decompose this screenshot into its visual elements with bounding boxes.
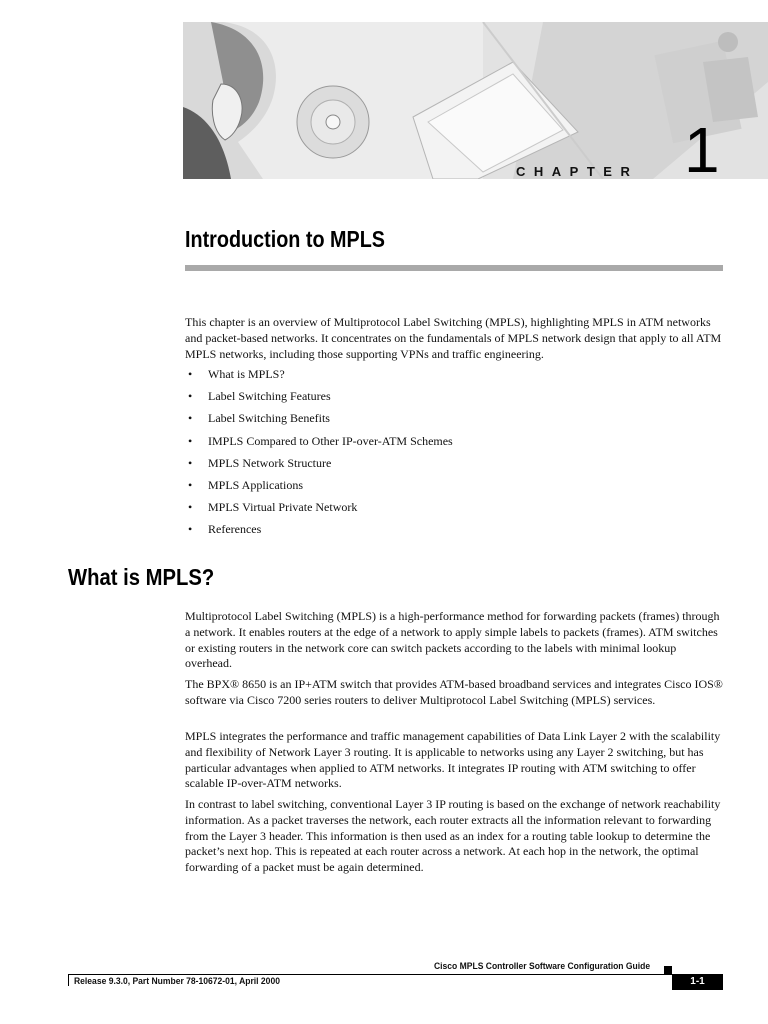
- footer-release-info: Release 9.3.0, Part Number 78-10672-01, April 2000: [74, 976, 280, 987]
- bullet-icon: •: [188, 500, 193, 515]
- body-paragraph: The BPX® 8650 is an IP+ATM switch that provides ATM-based broadband services and integrates Cisco IOS® software via Cisco 7200 series routers to deliver Multiprotocol Label Switching (MPLS) services.: [185, 677, 723, 707]
- list-item-label: IMPLS Compared to Other IP-over-ATM Schemes: [208, 433, 453, 448]
- list-item[interactable]: [185, 477, 453, 499]
- body-paragraph: MPLS integrates the performance and traffic management capabilities of Data Link Layer 2 with the scalability and flexibility of Network Layer 3 routing. It is applicable to networks using any Layer 2 switching, but has particular advantages when applied to ATM networks. It integrates IP routing with ATM switching to offer scalable IP-over-ATM networks.: [185, 729, 721, 791]
- bullet-icon: •: [188, 477, 193, 492]
- chapter-title: Introduction to MPLS: [185, 226, 385, 252]
- footer-rule: [68, 974, 723, 975]
- list-item[interactable]: [185, 521, 453, 543]
- footer-tick: [68, 974, 69, 986]
- bullet-icon: •: [188, 433, 193, 448]
- list-item[interactable]: [185, 433, 453, 455]
- list-item-label: Label Switching Features: [208, 389, 331, 404]
- list-item-label: What is MPLS?: [208, 367, 285, 381]
- bullet-icon: •: [188, 389, 193, 404]
- chapter-banner-image: [183, 22, 768, 179]
- bullet-icon: •: [188, 455, 193, 470]
- page-number: 1-1: [672, 974, 723, 990]
- intro-paragraph: This chapter is an overview of Multiprotocol Label Switching (MPLS), highlighting MPLS in ATM networks and packet-based networks. It concentrates on the fundamentals of MPLS network design that apply to all ATM MPLS networks, including those supporting VPNs and traffic engineering.: [185, 315, 722, 361]
- list-item[interactable]: [185, 388, 453, 410]
- chapter-number: 1: [684, 114, 720, 186]
- footer-guide-title: Cisco MPLS Controller Software Configuration Guide: [434, 961, 651, 972]
- list-item-label: MPLS Network Structure: [208, 455, 332, 470]
- chapter-contents-list: [185, 366, 453, 544]
- list-item-label: MPLS Virtual Private Network: [208, 500, 358, 515]
- section-title: What is MPLS?: [68, 564, 215, 590]
- list-item[interactable]: [185, 455, 453, 477]
- woman-cd-collage-illustration-icon: [183, 22, 768, 179]
- body-paragraph: Multiprotocol Label Switching (MPLS) is a high-performance method for forwarding packets (frames) through a network. It enables routers at the edge of a network to apply simple labels to packets (frames). ATM switches or existing routers in the network core can switch packets according to the labels with minimal lookup overhead.: [185, 609, 720, 671]
- list-item-label: References: [208, 522, 262, 537]
- list-item-label: MPLS Applications: [208, 477, 304, 492]
- title-rule: [185, 265, 723, 271]
- bullet-icon: •: [188, 367, 193, 381]
- chapter-label: CHAPTER: [516, 164, 639, 179]
- footer-marker: [664, 966, 672, 974]
- bullet-icon: •: [188, 411, 193, 426]
- bullet-icon: •: [188, 522, 193, 537]
- list-item[interactable]: [185, 366, 453, 388]
- list-item[interactable]: [185, 499, 453, 521]
- list-item[interactable]: [185, 410, 453, 432]
- list-item-label: Label Switching Benefits: [208, 411, 330, 426]
- body-paragraph: In contrast to label switching, conventional Layer 3 IP routing is based on the exchange of network reachability information. As a packet traverses the network, each router extracts all the information relevant to forwarding from the Layer 3 header. This information is then used as an index for a routing table lookup to determine the packet’s next hop. This is repeated at each router across a network. At each hop in the network, the optimal forwarding of a packet must be again determined.: [185, 797, 721, 875]
